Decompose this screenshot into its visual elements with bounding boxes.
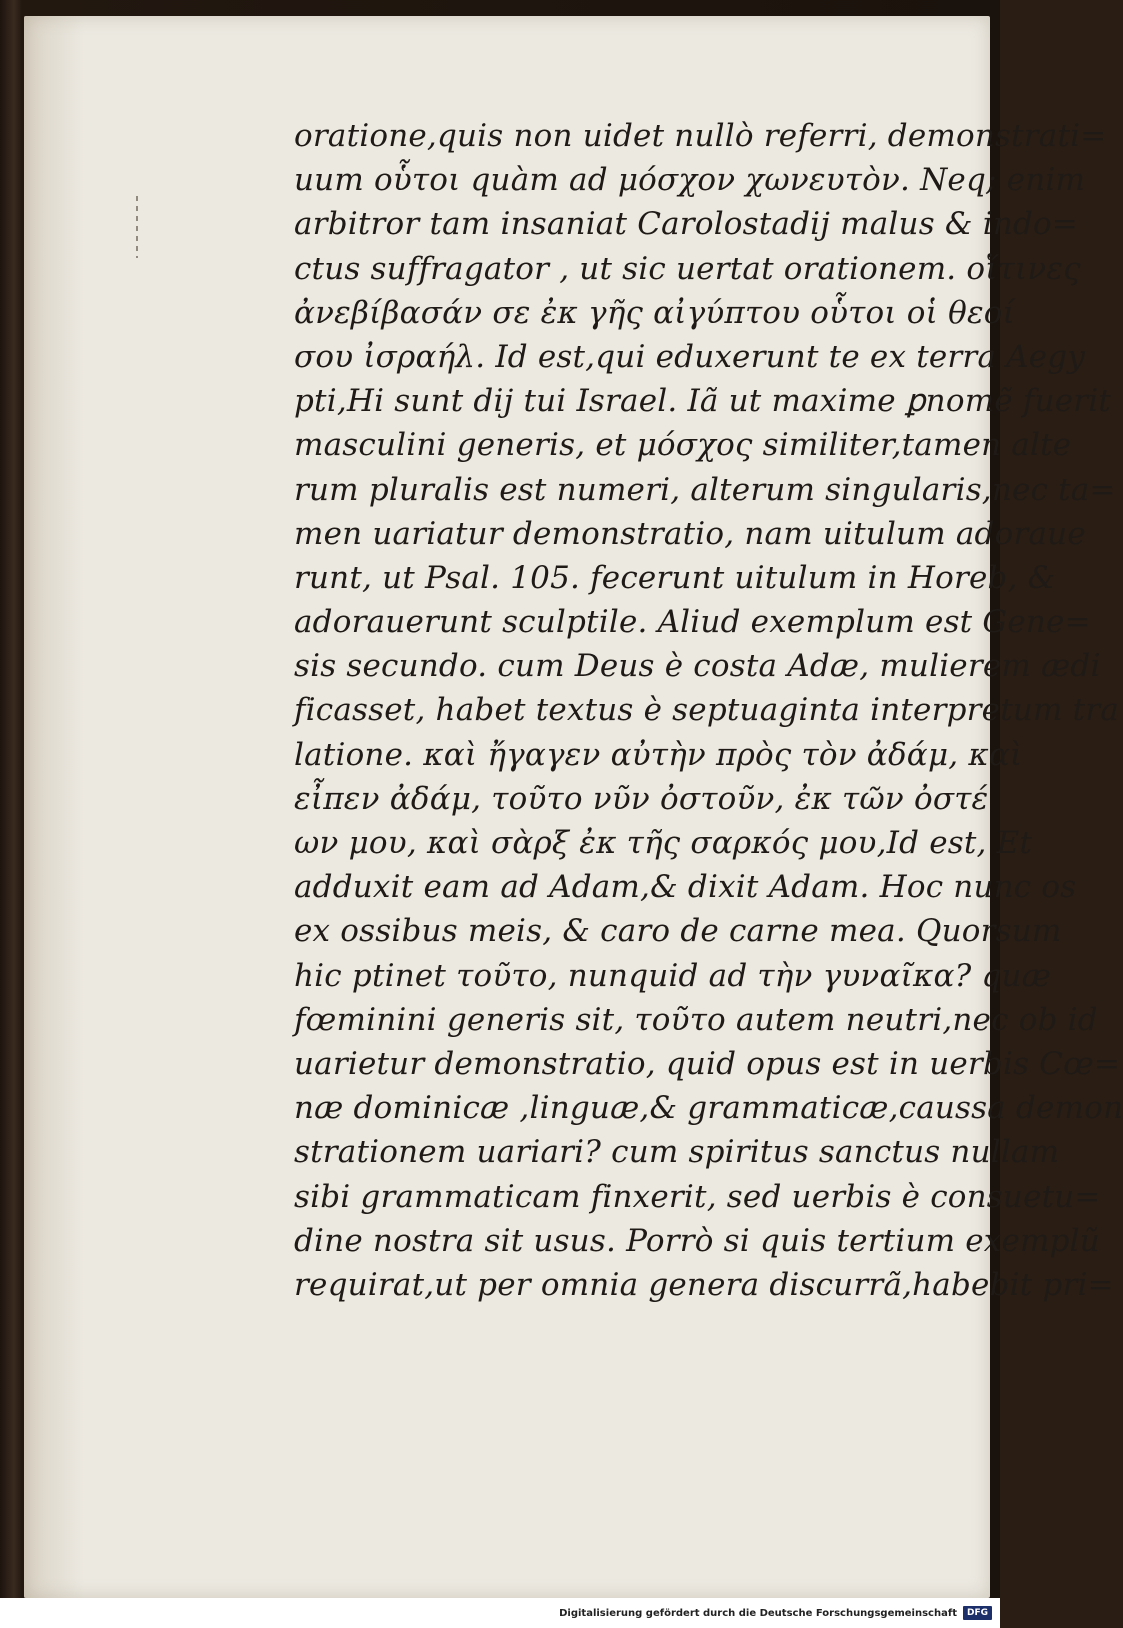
- text-line: dine nostra sit usus. Porrò si quis tertium exemplũ: [294, 1222, 1100, 1259]
- text-line: rum pluralis est numeri, alterum singularis,nec ta=: [294, 471, 1116, 508]
- funding-credit: Digitalisierung gefördert durch die Deutsche Forschungsgemeinschaft: [559, 1607, 957, 1619]
- text-line: pti,Hi sunt dij tui Israel. Iã ut maxime ꝑnomẽ fuerit: [294, 383, 1112, 420]
- text-line: ex ossibus meis, & caro de carne mea. Quorsum: [294, 913, 1062, 950]
- text-line: fœminini generis sit, τοῦτο autem neutri,nec ob id: [294, 1001, 1098, 1038]
- text-line: ctus suffragator , ut sic uertat orationem. οἵτινες: [294, 250, 1081, 287]
- text-line: requirat,ut per omnia genera discurrã,habebit pri=: [294, 1266, 1114, 1303]
- text-line: uarietur demonstratio, quid opus est in uerbis Cœ=: [294, 1045, 1121, 1082]
- margin-mark: [136, 196, 138, 258]
- text-line: masculini generis, et μόσχος similiter,tamen alte: [294, 427, 1072, 464]
- text-line: adduxit eam ad Adam,& dixit Adam. Hoc nunc os: [294, 869, 1077, 906]
- text-line: adorauerunt sculptile. Aliud exemplum est Gene=: [294, 604, 1091, 641]
- text-line: strationem uariari? cum spiritus sanctus nullam: [294, 1134, 1060, 1171]
- text-line: næ dominicæ ,linguæ,& grammaticæ,caussa demon: [294, 1090, 1123, 1127]
- text-line: σου ἰσραήλ. Id est,qui eduxerunt te ex terra Aegy: [294, 338, 1086, 375]
- text-line: sibi grammaticam finxerit, sed uerbis è consuetu=: [294, 1178, 1101, 1215]
- text-line: oratione,quis non uidet nullò referri, demonstrati=: [294, 118, 1107, 154]
- text-line: runt, ut Psal. 105. fecerunt uitulum in Horeb, &: [294, 559, 1056, 596]
- text-line: ficasset, habet textus è septuaginta interpretum tra: [294, 692, 1120, 729]
- text-line: latione. καὶ ἤγαγεν αὐτὴν πρὸς τὸν ἀδάμ, καὶ: [294, 736, 1023, 773]
- page-text-block: [294, 114, 1123, 1307]
- book-page: [24, 16, 1123, 1598]
- dfg-logo: DFG: [963, 1606, 992, 1620]
- digitization-footer: [0, 1598, 1000, 1628]
- text-line: sis secundo. cum Deus è costa Adæ, mulierem ædi: [294, 648, 1101, 685]
- text-line: ων μου, καὶ σὰρξ ἐκ τῆς σαρκός μου,Id est, Et: [294, 825, 1033, 861]
- text-line: uum οὗτοι quàm ad μόσχον χωνευτὸν. Neq; enim: [294, 162, 1086, 199]
- text-line: hic ptinet τοῦτο, nunquid ad τὴν γυναῖκα? quæ: [294, 957, 1052, 994]
- text-line: men uariatur demonstratio, nam uitulum adoraue: [294, 515, 1086, 552]
- text-line: ἀνεβίβασάν σε ἐκ γῆς αἰγύπτου οὗτοι οἱ θεοί: [294, 294, 1015, 331]
- text-line: arbitror tam insaniat Carolostadij malus & indo=: [294, 206, 1079, 243]
- text-line: εἶπεν ἀδάμ, τοῦτο νῦν ὀστοῦν, ἐκ τῶν ὀστέ: [294, 780, 989, 817]
